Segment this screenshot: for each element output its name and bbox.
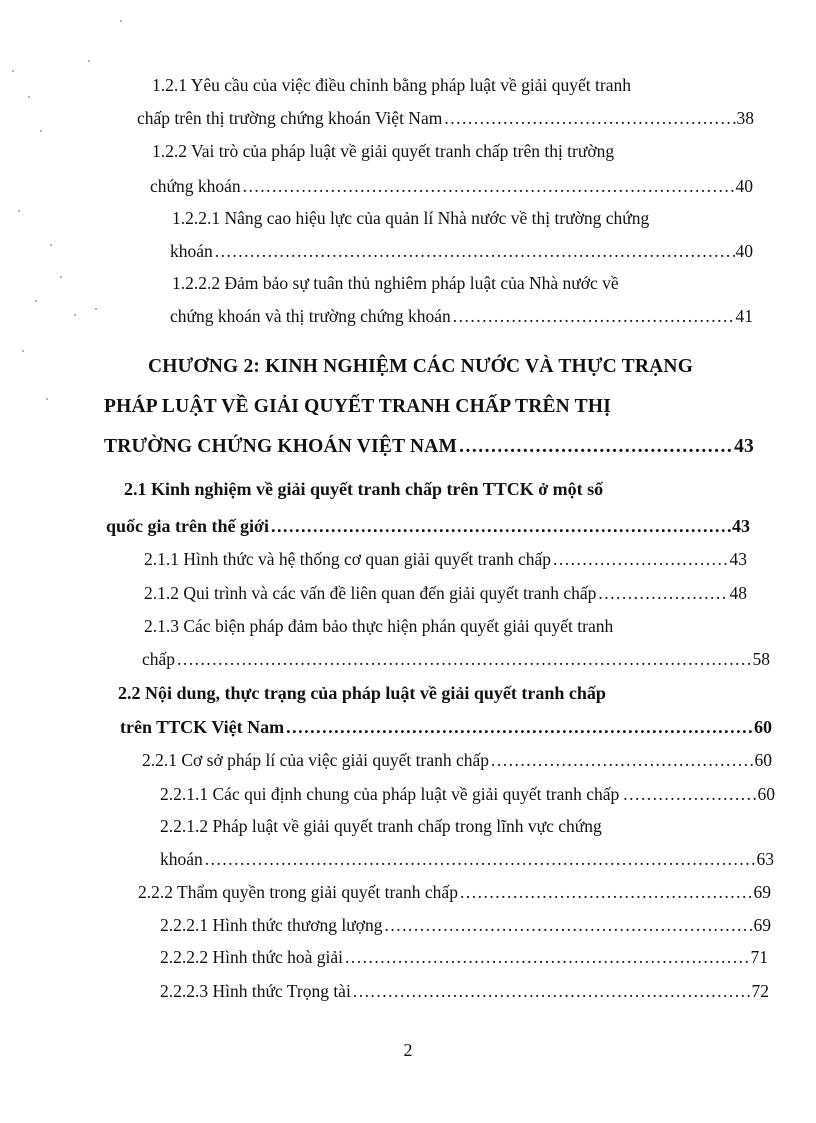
dot-leader: [271, 515, 731, 537]
section-heading: 2.2 Nội dung, thực trạng của pháp luật về giải quyết tranh chấp: [118, 683, 606, 703]
dot-leader: [384, 914, 752, 936]
toc-entry-last-line: [144, 548, 747, 570]
toc-page-number: 60: [754, 717, 772, 737]
toc-entry-last-line: [160, 980, 769, 1002]
toc-entry-text: chứng khoán: [150, 176, 241, 196]
dot-leader: [177, 648, 751, 670]
toc-page-number: 43: [734, 436, 754, 457]
toc-entry-text: 1.2.2 Vai trò của pháp luật về giải quyết tranh chấp trên thị trường: [152, 141, 615, 161]
toc-entry-text: 2.2.1.2 Pháp luật về giải quyết tranh chấp trong lĩnh vực chứng: [160, 816, 602, 836]
toc-page-number: 60: [754, 750, 772, 770]
toc-page-number: 38: [736, 108, 754, 128]
toc-page-number: 58: [752, 649, 770, 669]
dot-leader: [623, 783, 755, 805]
toc-entry-text: 1.2.2.1 Nâng cao hiệu lực của quản lí Nhà nước về thị trường chứng: [172, 208, 650, 228]
toc-entry-text: chấp: [142, 649, 176, 669]
toc-page-number: 48: [729, 583, 747, 603]
section-heading: quốc gia trên thế giới: [106, 516, 269, 536]
dot-leader: [453, 305, 735, 327]
dot-leader: [553, 548, 728, 570]
toc-page-number: 69: [753, 915, 771, 935]
toc-entry-text: 2.2.2.2 Hình thức hoà giải: [160, 947, 343, 967]
toc-entry-last-line: [170, 305, 753, 327]
dot-leader: [459, 436, 733, 458]
toc-entry-text: 1.2.1 Yêu cầu của việc điều chỉnh bằng pháp luật về giải quyết tranh: [152, 75, 631, 95]
toc-page-number: 40: [735, 176, 753, 196]
chapter-heading: TRƯỜNG CHỨNG KHOÁN VIỆT NAM: [104, 436, 458, 457]
toc-entry-text: chấp trên thị trường chứng khoán Việt Nam: [137, 108, 443, 128]
toc-entry-text: 2.2.2.3 Hình thức Trọng tài: [160, 981, 351, 1001]
toc-entry-last-line: [138, 881, 771, 903]
toc-entry-last-line: [106, 515, 750, 537]
dot-leader: [353, 980, 751, 1002]
toc-entry-text: 2.2.1.1 Các qui định chung của pháp luật về giải quyết tranh chấp: [160, 784, 620, 804]
toc-page-number: 41: [735, 306, 753, 326]
toc-entry-last-line: [142, 648, 770, 670]
toc-entry-text: khoán: [170, 241, 213, 261]
section-heading: 2.1 Kinh nghiệm về giải quyết tranh chấp trên TTCK ở một số: [124, 479, 604, 499]
toc-page-number: 43: [732, 516, 750, 536]
toc-page-number: 71: [750, 947, 768, 967]
toc-entry-last-line: [142, 749, 772, 771]
toc-entry-last-line: [144, 582, 747, 604]
toc-entry-text: 2.1.2 Qui trình và các vấn đề liên quan đến giải quyết tranh chấp: [144, 583, 597, 603]
toc-page-number: 69: [753, 882, 771, 902]
dot-leader: [598, 582, 728, 604]
toc-entry-text: 2.1.1 Hình thức và hệ thống cơ quan giải quyết tranh chấp: [144, 549, 552, 569]
toc-page-number: 40: [735, 241, 753, 261]
toc-page-number: 43: [729, 549, 747, 569]
toc-entry-text: 2.2.1 Cơ sở pháp lí của việc giải quyết tranh chấp: [142, 750, 490, 770]
dot-leader: [444, 107, 735, 129]
toc-entry-text: khoán: [160, 849, 203, 869]
toc-entry-text: 1.2.2.2 Đảm bảo sự tuân thủ nghiêm pháp luật của Nhà nước về: [172, 273, 619, 293]
toc-entry-text: 2.1.3 Các biện pháp đảm bảo thực hiện phán quyết giải quyết tranh: [144, 616, 614, 636]
dot-leader: [460, 881, 753, 903]
toc-page-number: 60: [757, 784, 775, 804]
dot-leader: [345, 946, 750, 968]
toc-entry-last-line: [160, 783, 775, 805]
chapter-heading: CHƯƠNG 2: KINH NGHIỆM CÁC NƯỚC VÀ THỰC TRẠNG: [148, 356, 694, 377]
dot-leader: [243, 175, 735, 197]
toc-entry-text: 2.2.2 Thẩm quyền trong giải quyết tranh chấp: [138, 882, 458, 902]
toc-entry-text: 2.2.2.1 Hình thức thương lượng: [160, 915, 383, 935]
toc-entry-last-line: [160, 914, 771, 936]
toc-entry-last-line: [170, 240, 753, 262]
toc-entry-last-line: [150, 175, 753, 197]
toc-page-number: 63: [756, 849, 774, 869]
dot-leader: [205, 848, 756, 870]
dot-leader: [215, 240, 735, 262]
toc-entry-last-line: [160, 946, 768, 968]
toc-entry-last-line: [137, 107, 754, 129]
dot-leader: [286, 716, 753, 738]
chapter-heading: PHÁP LUẬT VỀ GIẢI QUYẾT TRANH CHẤP TRÊN THỊ: [104, 396, 612, 417]
toc-entry-text: chứng khoán và thị trường chứng khoán: [170, 306, 451, 326]
section-heading: trên TTCK Việt Nam: [120, 717, 285, 737]
dot-leader: [491, 749, 753, 771]
toc-entry-last-line: [160, 848, 774, 870]
toc-entry-last-line: [120, 716, 772, 738]
page-footer-number: 2: [403, 1040, 413, 1060]
toc-page-number: 72: [751, 981, 769, 1001]
toc-entry-last-line: [104, 436, 754, 458]
